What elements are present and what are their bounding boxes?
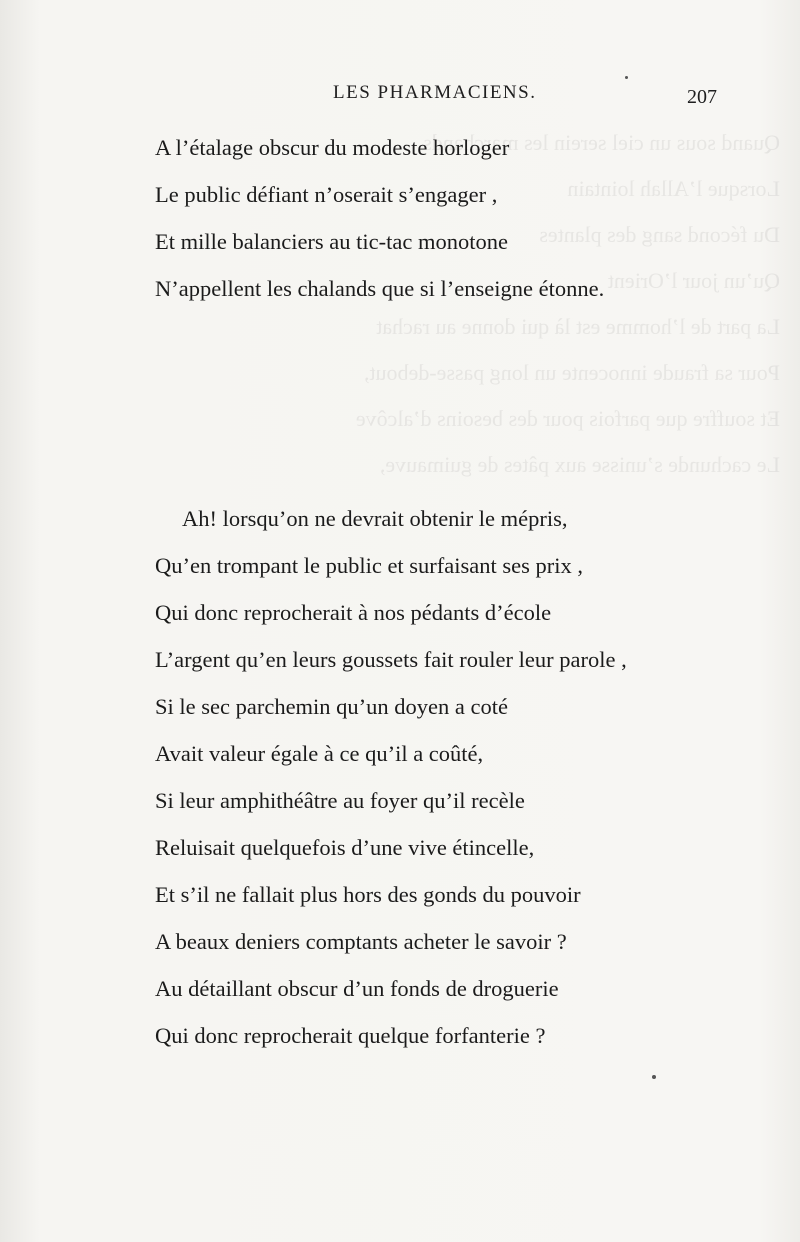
verse-line: Reluisait quelquefois d’une vive étincelle, <box>155 835 535 860</box>
verse-line: Ah! lorsqu’on ne devrait obtenir le mépris, <box>182 506 568 531</box>
verse-line: Si leur amphithéâtre au foyer qu’il recèle <box>155 788 525 813</box>
paper-speck <box>652 1075 656 1079</box>
verse-line: A beaux deniers comptants acheter le savoir ? <box>155 929 567 954</box>
verse-line: Qui donc reprocherait quelque forfanterie ? <box>155 1023 546 1048</box>
verse-line: Au détaillant obscur d’un fonds de droguerie <box>155 976 559 1001</box>
running-title: LES PHARMACIENS. <box>333 82 537 103</box>
page-number: 207 <box>687 86 717 108</box>
stanza-2 <box>155 495 627 1059</box>
verse-line: Et mille balanciers au tic-tac monotone <box>155 229 508 254</box>
verse-line: A l’étalage obscur du modeste horloger <box>155 135 510 160</box>
verse-line: Qui donc reprocherait à nos pédants d’école <box>155 600 552 625</box>
verse-line: Et s’il ne fallait plus hors des gonds du pouvoir <box>155 882 581 907</box>
verse-line: Qu’en trompant le public et surfaisant ses prix , <box>155 553 584 578</box>
verse-line: N’appellent les chalands que si l’enseigne étonne. <box>155 276 605 301</box>
stanza-1 <box>155 124 604 312</box>
show-through-text: Quand sous un ciel serein les marchands Lorsque l’Allah lointain Du fécond sang des plantes Qu’un jour l’Orient La part de l’homme est là qui donne au rachat Pour sa fraude innocente un long passe-debout, Et souffre que parfois pour des besoins d’alcôve Le cachunde s’unisse aux pâtes de guimauve, <box>355 130 780 477</box>
verse-line: Si le sec parchemin qu’un doyen a coté <box>155 694 509 719</box>
page-header <box>0 82 800 112</box>
paper-speck <box>625 76 628 79</box>
verse-line: L’argent qu’en leurs goussets fait rouler leur parole , <box>155 647 627 672</box>
verse-line: Le public défiant n’oserait s’engager , <box>155 182 498 207</box>
verse-line: Avait valeur égale à ce qu’il a coûté, <box>155 741 484 766</box>
